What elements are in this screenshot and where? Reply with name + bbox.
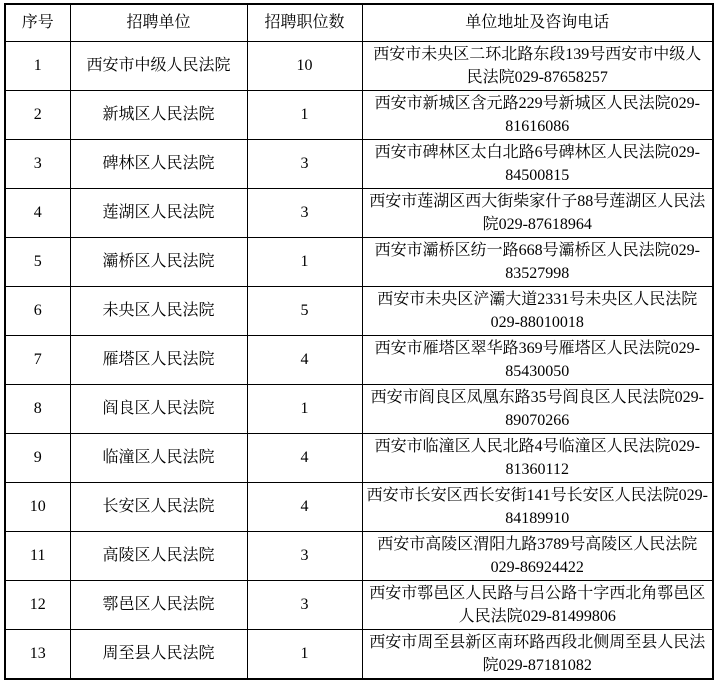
cell-address: 西安市新城区含元路229号新城区人民法院029-81616086 <box>362 90 713 139</box>
table-row <box>5 531 713 580</box>
cell-unit: 未央区人民法院 <box>70 286 247 335</box>
cell-no: 11 <box>5 531 70 580</box>
cell-address: 西安市阎良区凤凰东路35号阎良区人民法院029-89070266 <box>362 384 713 433</box>
cell-positions: 1 <box>247 384 362 433</box>
cell-unit: 西安市中级人民法院 <box>70 41 247 90</box>
cell-positions: 1 <box>247 90 362 139</box>
cell-positions: 3 <box>247 188 362 237</box>
cell-address: 西安市长安区西长安街141号长安区人民法院029-84189910 <box>362 482 713 531</box>
cell-unit: 临潼区人民法院 <box>70 433 247 482</box>
cell-no: 6 <box>5 286 70 335</box>
cell-no: 5 <box>5 237 70 286</box>
header-row <box>5 4 713 41</box>
cell-positions: 4 <box>247 433 362 482</box>
cell-address: 西安市鄠邑区人民路与吕公路十字西北角鄠邑区人民法院029-81499806 <box>362 580 713 629</box>
table-row <box>5 41 713 90</box>
table-row <box>5 580 713 629</box>
cell-unit: 鄠邑区人民法院 <box>70 580 247 629</box>
cell-positions: 10 <box>247 41 362 90</box>
cell-no: 10 <box>5 482 70 531</box>
cell-no: 1 <box>5 41 70 90</box>
cell-address: 西安市碑林区太白北路6号碑林区人民法院029-84500815 <box>362 139 713 188</box>
cell-no: 8 <box>5 384 70 433</box>
cell-no: 13 <box>5 629 70 679</box>
cell-positions: 3 <box>247 580 362 629</box>
cell-unit: 灞桥区人民法院 <box>70 237 247 286</box>
cell-positions: 5 <box>247 286 362 335</box>
table-row <box>5 139 713 188</box>
cell-unit: 碑林区人民法院 <box>70 139 247 188</box>
cell-no: 9 <box>5 433 70 482</box>
cell-unit: 新城区人民法院 <box>70 90 247 139</box>
cell-unit: 周至县人民法院 <box>70 629 247 679</box>
recruitment-table <box>4 3 714 680</box>
cell-unit: 长安区人民法院 <box>70 482 247 531</box>
cell-no: 3 <box>5 139 70 188</box>
column-header-no: 序号 <box>5 4 70 41</box>
cell-address: 西安市未央区二环北路东段139号西安市中级人民法院029-87658257 <box>362 41 713 90</box>
cell-unit: 高陵区人民法院 <box>70 531 247 580</box>
cell-positions: 3 <box>247 531 362 580</box>
table-row <box>5 188 713 237</box>
table-row <box>5 433 713 482</box>
table-row <box>5 629 713 679</box>
cell-address: 西安市灞桥区纺一路668号灞桥区人民法院029-83527998 <box>362 237 713 286</box>
cell-positions: 4 <box>247 335 362 384</box>
cell-address: 西安市周至县新区南环路西段北侧周至县人民法院029-87181082 <box>362 629 713 679</box>
cell-unit: 莲湖区人民法院 <box>70 188 247 237</box>
cell-unit: 雁塔区人民法院 <box>70 335 247 384</box>
table-row <box>5 384 713 433</box>
column-header-positions: 招聘职位数 <box>247 4 362 41</box>
cell-positions: 1 <box>247 237 362 286</box>
table-body <box>5 41 713 679</box>
table-row <box>5 90 713 139</box>
table-row <box>5 335 713 384</box>
column-header-unit: 招聘单位 <box>70 4 247 41</box>
cell-no: 4 <box>5 188 70 237</box>
table-row <box>5 237 713 286</box>
cell-address: 西安市莲湖区西大街柴家什子88号莲湖区人民法院029-87618964 <box>362 188 713 237</box>
cell-positions: 3 <box>247 139 362 188</box>
cell-no: 12 <box>5 580 70 629</box>
table-row <box>5 286 713 335</box>
column-header-address: 单位地址及咨询电话 <box>362 4 713 41</box>
cell-unit: 阎良区人民法院 <box>70 384 247 433</box>
cell-address: 西安市高陵区渭阳九路3789号高陵区人民法院029-86924422 <box>362 531 713 580</box>
table-row <box>5 482 713 531</box>
cell-address: 西安市未央区浐灞大道2331号未央区人民法院029-88010018 <box>362 286 713 335</box>
cell-no: 2 <box>5 90 70 139</box>
cell-no: 7 <box>5 335 70 384</box>
cell-address: 西安市雁塔区翠华路369号雁塔区人民法院029-85430050 <box>362 335 713 384</box>
cell-positions: 1 <box>247 629 362 679</box>
cell-positions: 4 <box>247 482 362 531</box>
cell-address: 西安市临潼区人民北路4号临潼区人民法院029-81360112 <box>362 433 713 482</box>
